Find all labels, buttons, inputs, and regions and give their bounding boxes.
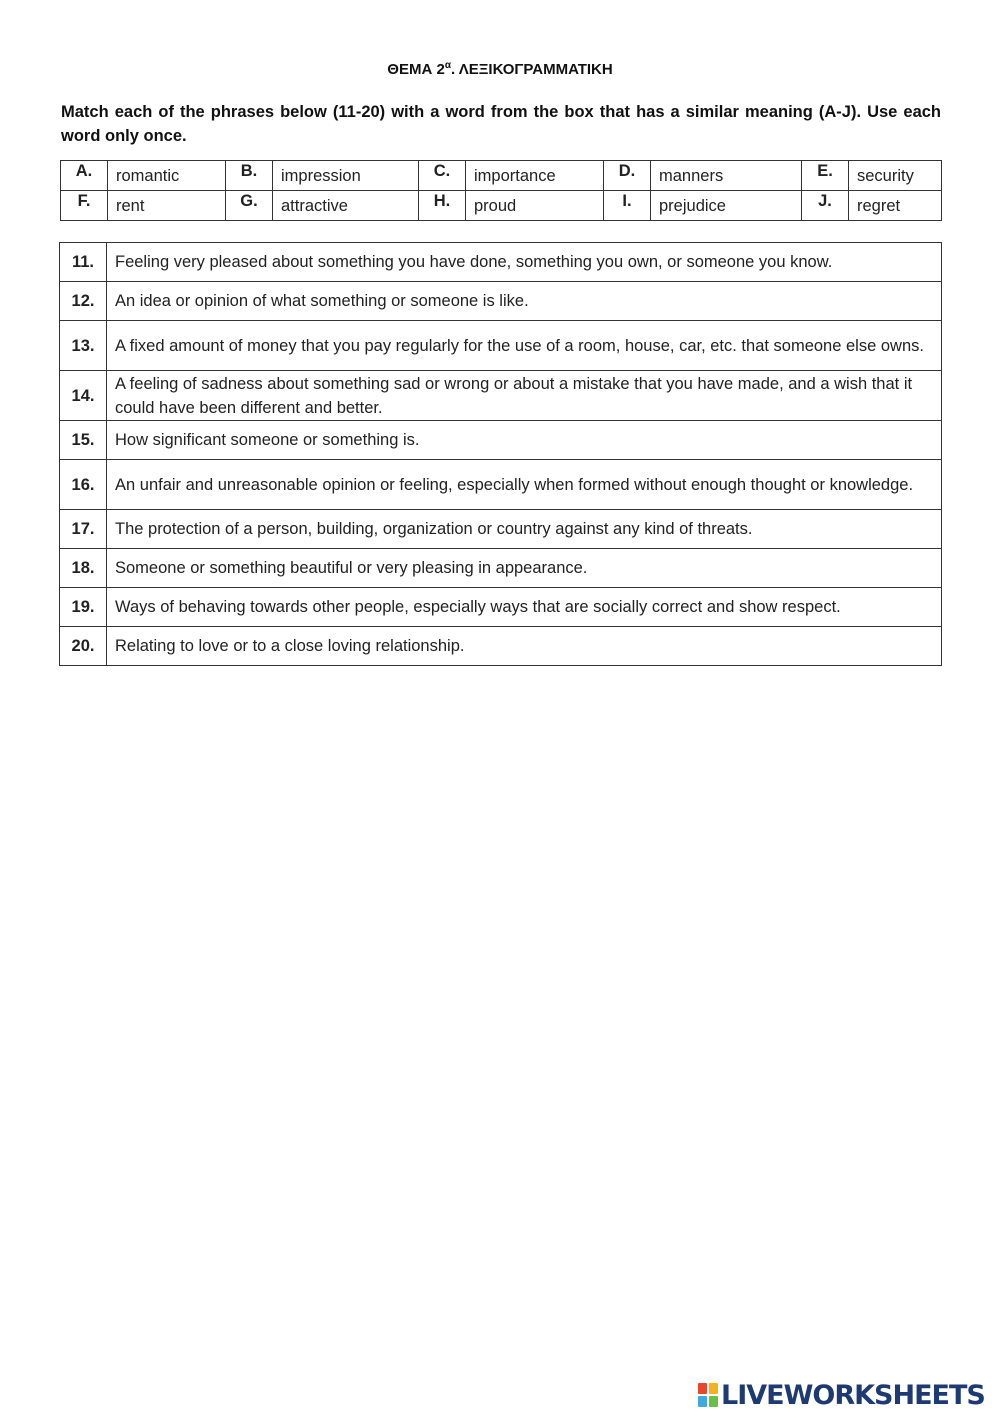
definition-number: 14.: [60, 371, 107, 421]
instructions: Match each of the phrases below (11-20) with a word from the box that has a similar meaning (A-J). Use each word only once.: [61, 103, 941, 145]
definition-row: [60, 371, 942, 421]
word-letter: I.: [604, 191, 651, 221]
definition-number: 20.: [60, 627, 107, 666]
definition-row: [60, 627, 942, 666]
definition-text: Ways of behaving towards other people, especially ways that are socially correct and show respect.: [107, 588, 942, 627]
word-option: impression: [273, 161, 419, 191]
word-box-row: [61, 191, 942, 221]
logo-square-red: [698, 1383, 707, 1394]
definition-row: [60, 588, 942, 627]
word-letter: F.: [61, 191, 108, 221]
word-letter: E.: [802, 161, 849, 191]
definition-row: [60, 460, 942, 510]
word-option: romantic: [108, 161, 226, 191]
word-option: rent: [108, 191, 226, 221]
definition-row: [60, 243, 942, 282]
definition-number: 15.: [60, 421, 107, 460]
definition-text: A fixed amount of money that you pay regularly for the use of a room, house, car, etc. that someone else owns.: [107, 321, 942, 371]
definitions-table: [59, 242, 942, 666]
title-superscript: α: [444, 60, 451, 71]
definition-text: The protection of a person, building, organization or country against any kind of threats.: [107, 510, 942, 549]
word-letter: B.: [226, 161, 273, 191]
title-suffix: . ΛΕΞΙΚΟΓΡΑΜΜΑΤΙΚΗ: [450, 61, 613, 78]
definition-row: [60, 421, 942, 460]
word-letter: A.: [61, 161, 108, 191]
logo-square-green: [709, 1396, 718, 1407]
word-letter: H.: [419, 191, 466, 221]
definition-text: Feeling very pleased about something you have done, something you own, or someone you know.: [107, 243, 942, 282]
definition-row: [60, 282, 942, 321]
definition-text: A feeling of sadness about something sad or wrong or about a mistake that you have made, and a wish that it could have been different and better.: [107, 371, 942, 421]
definition-number: 12.: [60, 282, 107, 321]
word-box: [60, 160, 942, 221]
word-letter: J.: [802, 191, 849, 221]
word-box-row: [61, 161, 942, 191]
word-letter: C.: [419, 161, 466, 191]
definition-number: 17.: [60, 510, 107, 549]
definition-text: Someone or something beautiful or very pleasing in appearance.: [107, 549, 942, 588]
word-letter: D.: [604, 161, 651, 191]
word-option: manners: [651, 161, 802, 191]
word-option: regret: [849, 191, 942, 221]
liveworksheets-logo[interactable]: [697, 1378, 985, 1412]
word-option: proud: [466, 191, 604, 221]
definition-text: An idea or opinion of what something or someone is like.: [107, 282, 942, 321]
definition-text: How significant someone or something is.: [107, 421, 942, 460]
definition-number: 18.: [60, 549, 107, 588]
definition-number: 11.: [60, 243, 107, 282]
definition-number: 13.: [60, 321, 107, 371]
word-option: importance: [466, 161, 604, 191]
logo-square-blue: [698, 1396, 707, 1407]
definition-number: 19.: [60, 588, 107, 627]
word-letter: G.: [226, 191, 273, 221]
word-option: security: [849, 161, 942, 191]
word-option: prejudice: [651, 191, 802, 221]
word-option: attractive: [273, 191, 419, 221]
definition-row: [60, 510, 942, 549]
definition-number: 16.: [60, 460, 107, 510]
logo-text: LIVEWORKSHEETS: [721, 1379, 985, 1411]
liveworksheets-logo-icon: [697, 1382, 719, 1408]
definition-row: [60, 549, 942, 588]
definition-row: [60, 321, 942, 371]
title-prefix: ΘΕΜΑ 2: [387, 61, 445, 78]
logo-square-yellow: [709, 1383, 718, 1394]
definition-text: Relating to love or to a close loving relationship.: [107, 627, 942, 666]
page-title: [0, 61, 1000, 78]
definition-text: An unfair and unreasonable opinion or feeling, especially when formed without enough thought or knowledge.: [107, 460, 942, 510]
